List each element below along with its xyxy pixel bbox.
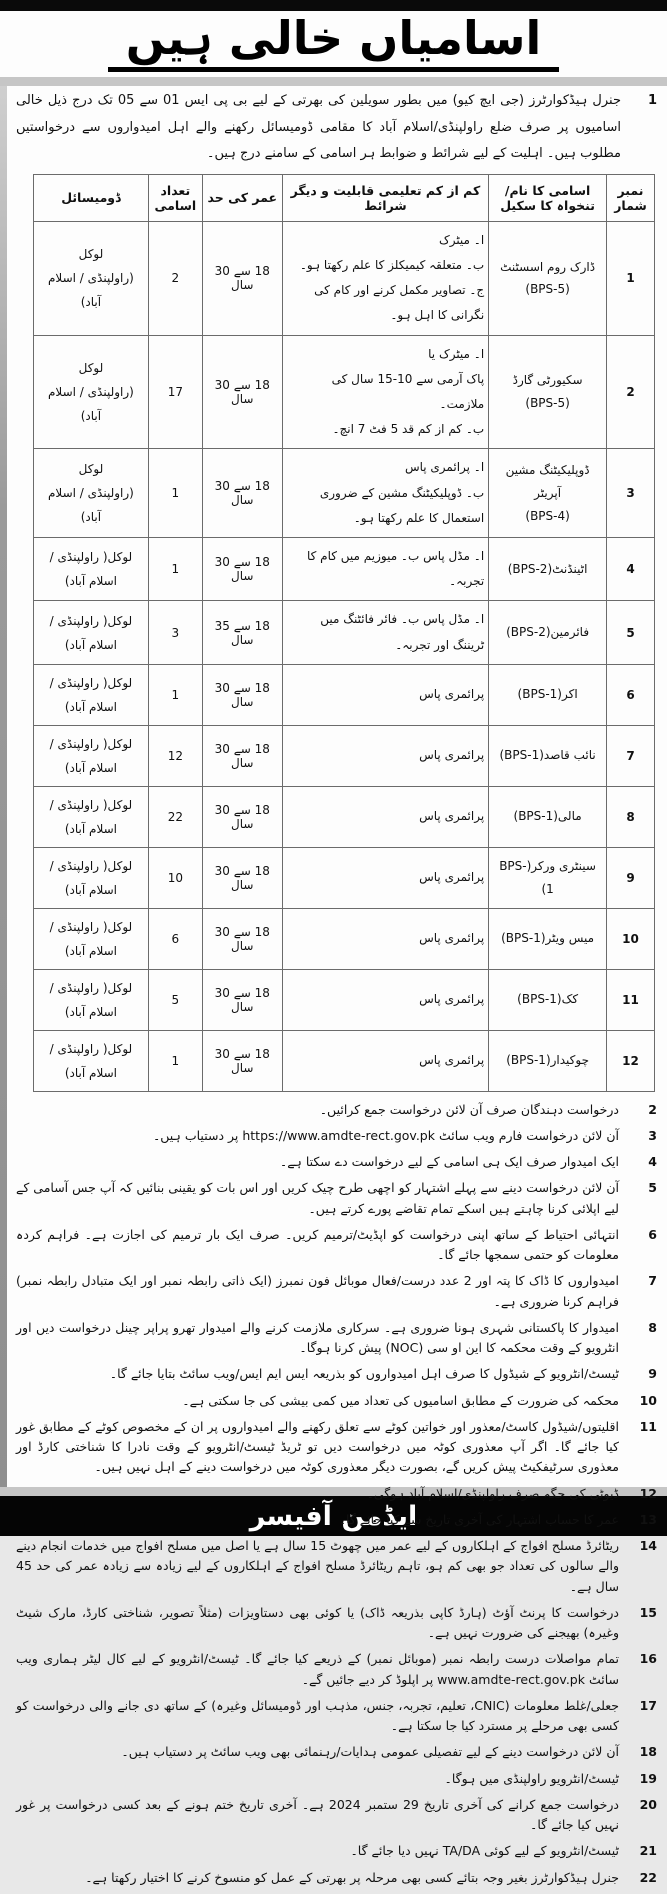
cell-domicile: لوکل( راولپنڈی / اسلام آباد) <box>34 1030 149 1091</box>
cell-post-count: 12 <box>148 725 202 786</box>
cell-domicile: لوکل( راولپنڈی / اسلام آباد) <box>34 601 149 664</box>
header-serial: نمبر شمار <box>607 174 655 221</box>
cell-post: سینٹری ورکر(BPS-1) <box>489 847 607 908</box>
title-divider-bar <box>0 77 667 86</box>
instruction-number: 5 <box>648 1180 657 1196</box>
cell-post-count: 3 <box>148 601 202 664</box>
instruction-text: اقلیتوں/شیڈول کاسٹ/معذور اور خواتین کوٹے سے تعلق رکھنے والے امیدواروں پر ان کے مخصوص کوٹے کے مطابق غور کیا جائے گا۔ اگر آپ معذوری کوٹہ میں درخواست دیں تو ٹریڈ ٹیسٹ/انٹرویو کے وقت نادرا کا شناختی کارڈ اور معذوری سرٹیفکیٹ پیش کریں گے، بصورت دیگر معذوری کوٹہ میں درخواست دینے کے اہل نہیں ہیں۔ <box>16 1418 619 1475</box>
table-row <box>34 601 655 664</box>
instruction-item <box>16 1100 657 1120</box>
cell-qualification: پرائمری پاس <box>282 969 489 1030</box>
cell-qualification: ا۔ میٹرک یا پاک آرمی سے 10-15 سال کی ملازمت۔ ب۔ کم از کم قد 5 فٹ 7 انچ۔ <box>282 335 489 449</box>
table-row <box>34 537 655 600</box>
cell-qualification: پرائمری پاس <box>282 847 489 908</box>
instruction-item <box>16 1152 657 1172</box>
instruction-text: آن لائن درخواست دینے سے پہلے اشتہار کو اچھی طرح چیک کریں اور اس بات کو یقینی بنائیں کہ آپ جس آسامی کے لیے اپلائی کرنا چاہتے ہیں اسکے تمام تقاضے پورے کرتے ہیں۔ <box>16 1180 619 1216</box>
instruction-number: 8 <box>648 1319 657 1335</box>
instruction-number: 17 <box>639 1697 657 1713</box>
header-age: عمر کی حد <box>202 174 282 221</box>
cell-qualification: پرائمری پاس <box>282 908 489 969</box>
cell-post-count: 10 <box>148 847 202 908</box>
cell-age-limit: 18 سے 30 سال <box>202 969 282 1030</box>
instruction-text: درخواست دہندگان صرف آن لائن درخواست جمع کرائیں۔ <box>319 1101 619 1117</box>
table-row <box>34 221 655 335</box>
cell-domicile: لوکل( راولپنڈی / اسلام آباد) <box>34 847 149 908</box>
cell-domicile: لوکل( راولپنڈی / اسلام آباد) <box>34 786 149 847</box>
header-count: تعداد اسامی <box>148 174 202 221</box>
cell-serial: 4 <box>607 537 655 600</box>
cell-age-limit: 18 سے 30 سال <box>202 725 282 786</box>
cell-domicile: لوکل( راولپنڈی / اسلام آباد) <box>34 725 149 786</box>
instruction-number: 21 <box>639 1843 657 1859</box>
cell-serial: 10 <box>607 908 655 969</box>
table-row <box>34 1030 655 1091</box>
cell-age-limit: 18 سے 30 سال <box>202 335 282 449</box>
instruction-number: 15 <box>639 1604 657 1620</box>
cell-age-limit: 18 سے 30 سال <box>202 786 282 847</box>
instruction-number: 9 <box>648 1366 657 1382</box>
table-row <box>34 908 655 969</box>
instruction-number: 10 <box>639 1392 657 1408</box>
instruction-text: ٹیسٹ/انٹرویو کے شیڈول کا صرف اہل امیدواروں کو بذریعہ ایس ایم ایس/ویب سائٹ بتایا جائے گا۔ <box>109 1366 619 1382</box>
signature-text: ایڈمن آفیسر <box>249 1500 418 1532</box>
instructions-list <box>16 1100 657 1888</box>
intro-text: جنرل ہیڈکوارٹرز (جی ایچ کیو) میں بطور سویلین کی بھرتی کے لیے بی پی ایس 01 سے 05 تک درج ذیل خالی اسامیوں پر صرف ضلع راولپنڈی/اسلام آباد کا مقامی ڈومیسائل رکھنے والے اہل امیدواروں سے درخواستیں مطلوب ہیں۔ اہلیت کے لیے شرائط و ضوابط ہر اسامی کے سامنے درج ہیں۔ <box>16 93 621 162</box>
cell-post: ڈوپلیکیٹنگ مشین آپریٹر (BPS-4) <box>489 449 607 538</box>
cell-qualification: پرائمری پاس <box>282 786 489 847</box>
instruction-text: انتہائی احتیاط کے ساتھ اپنی درخواست کو اپڈیٹ/ترمیم کریں۔ صرف ایک بار ترمیم کی اجازت ہے۔ فراہم کردہ معلومات کو حتمی سمجھا جائے گا۔ <box>16 1226 619 1263</box>
cell-post-count: 6 <box>148 908 202 969</box>
instruction-text: ڈیوٹی کی جگہ صرف راولپنڈی/اسلام آباد ہوگی۔ <box>366 1485 619 1501</box>
cell-age-limit: 18 سے 30 سال <box>202 221 282 335</box>
cell-domicile: لوکل( راولپنڈی / اسلام آباد) <box>34 537 149 600</box>
cell-serial: 9 <box>607 847 655 908</box>
instruction-text: ریٹائرڈ مسلح افواج کے اہلکاروں کے لیے عمر میں چھوٹ 15 سال ہے یا اصل میں مسلح افواج میں خدمات انجام دینے والے سالوں کی تعداد جو بھی کم ہو، تاہم ریٹائرڈ مسلح افواج کے اہلکاروں کے لیے زیادہ سے زیادہ عمر کی حد 45 سال ہے۔ <box>16 1538 619 1594</box>
table-row <box>34 969 655 1030</box>
instruction-item <box>16 1364 657 1384</box>
instruction-text: ٹیسٹ/انٹرویو راولپنڈی میں ہوگا۔ <box>444 1770 619 1786</box>
instruction-number: 16 <box>639 1651 657 1667</box>
intro-paragraph <box>16 88 657 168</box>
table-row <box>34 449 655 538</box>
instruction-item <box>16 1484 657 1504</box>
cell-age-limit: 18 سے 30 سال <box>202 537 282 600</box>
instruction-number: 18 <box>639 1744 657 1760</box>
instruction-number: 13 <box>639 1511 657 1527</box>
cell-age-limit: 18 سے 30 سال <box>202 1030 282 1091</box>
vacancies-table <box>33 174 655 1092</box>
instruction-text: درخواست کا پرنٹ آؤٹ (ہارڈ کاپی بذریعہ ڈاک) یا کوئی بھی دستاویزات (مثلاً تصویر، شناختی کارڈ، مارک شیٹ وغیرہ) بھیجنے کی ضرورت نہیں ہے۔ <box>16 1604 619 1641</box>
cell-post-count: 1 <box>148 449 202 538</box>
table-row <box>34 847 655 908</box>
cell-domicile: لوکل( راولپنڈی / اسلام آباد) <box>34 969 149 1030</box>
instruction-item <box>16 1178 657 1219</box>
instruction-item <box>16 1696 657 1737</box>
cell-qualification: ا۔ مڈل پاس ب۔ میوزیم میں کام کا تجربہ۔ <box>282 537 489 600</box>
cell-domicile: لوکل( راولپنڈی / اسلام آباد) <box>34 908 149 969</box>
cell-qualification: ا۔ میٹرک ب۔ متعلقہ کیمیکلز کا علم رکھتا ہو۔ ج۔ تصاویر مکمل کرنے اور کام کی نگرانی کا اہل ہو۔ <box>282 221 489 335</box>
cell-serial: 3 <box>607 449 655 538</box>
cell-post: اٹینڈنٹ(BPS-2) <box>489 537 607 600</box>
table-row <box>34 786 655 847</box>
instruction-item <box>16 1271 657 1312</box>
header-domicile: ڈومیسائل <box>34 174 149 221</box>
cell-post-count: 1 <box>148 1030 202 1091</box>
cell-qualification: پرائمری پاس <box>282 725 489 786</box>
instruction-item <box>16 1868 657 1888</box>
instruction-number: 20 <box>639 1796 657 1812</box>
cell-post: ڈارک روم اسسٹنٹ (BPS-5) <box>489 221 607 335</box>
cell-post-count: 2 <box>148 221 202 335</box>
cell-serial: 5 <box>607 601 655 664</box>
cell-serial: 7 <box>607 725 655 786</box>
top-black-strip <box>0 0 667 11</box>
cell-domicile: لوکل( راولپنڈی / اسلام آباد) <box>34 664 149 725</box>
left-scan-edge <box>0 86 7 1496</box>
cell-post-count: 17 <box>148 335 202 449</box>
cell-age-limit: 18 سے 30 سال <box>202 847 282 908</box>
cell-post: سکیورٹی گارڈ (BPS-5) <box>489 335 607 449</box>
instruction-number: 11 <box>639 1418 657 1434</box>
cell-domicile: لوکل (راولپنڈی / اسلام آباد) <box>34 449 149 538</box>
cell-post: اکر(BPS-1) <box>489 664 607 725</box>
cell-qualification: پرائمری پاس <box>282 1030 489 1091</box>
instruction-item <box>16 1225 657 1266</box>
instruction-text: امیدوار کا پاکستانی شہری ہونا ضروری ہے۔ سرکاری ملازمت کرنے والے امیدوار تھرو پراپر چینل درخواست دیں اور انٹرویو کے وقت محکمہ کا این او سی (NOC) پیش کرنا ہوگا۔ <box>16 1319 619 1356</box>
intro-number: 1 <box>647 93 657 108</box>
instruction-text: عمر کا حساب اشتہار کی آخری تاریخ سے کیا جائے گا۔ <box>338 1511 619 1527</box>
cell-domicile: لوکل (راولپنڈی / اسلام آباد) <box>34 221 149 335</box>
cell-post: چوکیدار(BPS-1) <box>489 1030 607 1091</box>
cell-age-limit: 18 سے 30 سال <box>202 908 282 969</box>
instruction-item <box>16 1841 657 1861</box>
instruction-number: 4 <box>648 1154 657 1170</box>
cell-post-count: 22 <box>148 786 202 847</box>
table-row <box>34 664 655 725</box>
instruction-text: جعلی/غلط معلومات (CNIC، تعلیم، تجربہ، جنس، مذہب اور ڈومیسائل وغیرہ) کے ساتھ دی جانے والی درخواست کو کسی بھی مرحلے پر مسترد کیا جا سکتا ہے۔ <box>16 1697 619 1734</box>
cell-age-limit: 18 سے 30 سال <box>202 449 282 538</box>
cell-post: میس ویٹر(BPS-1) <box>489 908 607 969</box>
instruction-item <box>16 1318 657 1359</box>
instruction-item <box>16 1536 657 1597</box>
instruction-text: آن لائن درخواست فارم ویب سائٹ https://www.amdte-rect.gov.pk پر دستیاب ہیں۔ <box>152 1127 619 1143</box>
cell-serial: 8 <box>607 786 655 847</box>
table-row <box>34 725 655 786</box>
cell-serial: 2 <box>607 335 655 449</box>
instruction-item <box>16 1391 657 1411</box>
page-title: اسامیاں خالی ہیں <box>108 13 559 72</box>
instruction-text: تمام مواصلات درست رابطہ نمبر (موبائل نمبر) کے ذریعے کیا جائے گا۔ ٹیسٹ/انٹرویو کے لیے کال لیٹر ہماری ویب سائٹ www.amdte-rect.gov.pk پر اپلوڈ کر دیے جائیں گے۔ <box>16 1651 619 1687</box>
instruction-number: 12 <box>639 1485 657 1501</box>
cell-serial: 12 <box>607 1030 655 1091</box>
instruction-number: 2 <box>648 1101 657 1117</box>
instruction-item <box>16 1126 657 1146</box>
cell-post-count: 1 <box>148 664 202 725</box>
instruction-item <box>16 1649 657 1690</box>
cell-post: نائب قاصد(BPS-1) <box>489 725 607 786</box>
instruction-text: ٹیسٹ/انٹرویو کے لیے کوئی TA/DA نہیں دیا جائے گا۔ <box>350 1843 619 1859</box>
instruction-text: محکمہ کی ضرورت کے مطابق اسامیوں کی تعداد میں کمی بیشی کی جا سکتی ہے۔ <box>182 1392 619 1408</box>
instruction-number: 19 <box>639 1770 657 1786</box>
instruction-item <box>16 1742 657 1762</box>
instruction-number: 22 <box>639 1869 657 1885</box>
cell-post: مالی(BPS-1) <box>489 786 607 847</box>
cell-qualification: ا۔ پرائمری پاس ب۔ ڈوپلیکیٹنگ مشین کے ضروری استعمال کا علم رکھتا ہو۔ <box>282 449 489 538</box>
cell-post-count: 1 <box>148 537 202 600</box>
cell-serial: 11 <box>607 969 655 1030</box>
instruction-item <box>16 1795 657 1836</box>
instruction-text: ایک امیدوار صرف ایک ہی اسامی کے لیے درخواست دے سکتا ہے۔ <box>279 1154 619 1170</box>
cell-age-limit: 18 سے 30 سال <box>202 664 282 725</box>
table-header-row <box>34 174 655 221</box>
instruction-number: 6 <box>648 1226 657 1242</box>
instruction-number: 7 <box>648 1273 657 1289</box>
instruction-item <box>16 1510 657 1530</box>
instruction-item <box>16 1769 657 1789</box>
cell-domicile: لوکل (راولپنڈی / اسلام آباد) <box>34 335 149 449</box>
instruction-text: درخواست جمع کرانے کی آخری تاریخ 29 ستمبر 2024 ہے۔ آخری تاریخ ختم ہونے کے بعد کسی درخواست پر غور نہیں کیا جائے گا۔ <box>16 1796 619 1833</box>
header-qualification: کم از کم تعلیمی قابلیت و دیگر شرائط <box>282 174 489 221</box>
instruction-text: آن لائن درخواست دینے کے لیے تفصیلی عمومی ہدایات/رہنمائی بھی ویب سائٹ پر دستیاب ہیں۔ <box>121 1744 619 1760</box>
instruction-item <box>16 1417 657 1478</box>
instruction-text: جنرل ہیڈکوارٹرز بغیر وجہ بتائے کسی بھی مرحلہ پر بھرتی کے عمل کو منسوخ کرنے کا اختیار رکھتا ہے۔ <box>85 1869 619 1885</box>
cell-age-limit: 18 سے 35 سال <box>202 601 282 664</box>
cell-qualification: ا۔ مڈل پاس ب۔ فائر فائٹنگ میں ٹریننگ اور تجربہ۔ <box>282 601 489 664</box>
instruction-number: 3 <box>648 1127 657 1143</box>
cell-serial: 1 <box>607 221 655 335</box>
header-post: اسامی کا نام/ تنخواہ کا سکیل <box>489 174 607 221</box>
instruction-text: امیدواروں کا ڈاک کا پتہ اور 2 عدد درست/فعال موبائل فون نمبرز (ایک ذاتی رابطہ نمبر اور ایک متبادل رابطہ نمبر) فراہم کرنا ضروری ہے۔ <box>16 1273 619 1309</box>
cell-post-count: 5 <box>148 969 202 1030</box>
instruction-number: 14 <box>639 1538 657 1554</box>
cell-post: کک(BPS-1) <box>489 969 607 1030</box>
cell-qualification: پرائمری پاس <box>282 664 489 725</box>
table-row <box>34 335 655 449</box>
cell-post: فائرمین(BPS-2) <box>489 601 607 664</box>
instruction-item <box>16 1603 657 1644</box>
cell-serial: 6 <box>607 664 655 725</box>
